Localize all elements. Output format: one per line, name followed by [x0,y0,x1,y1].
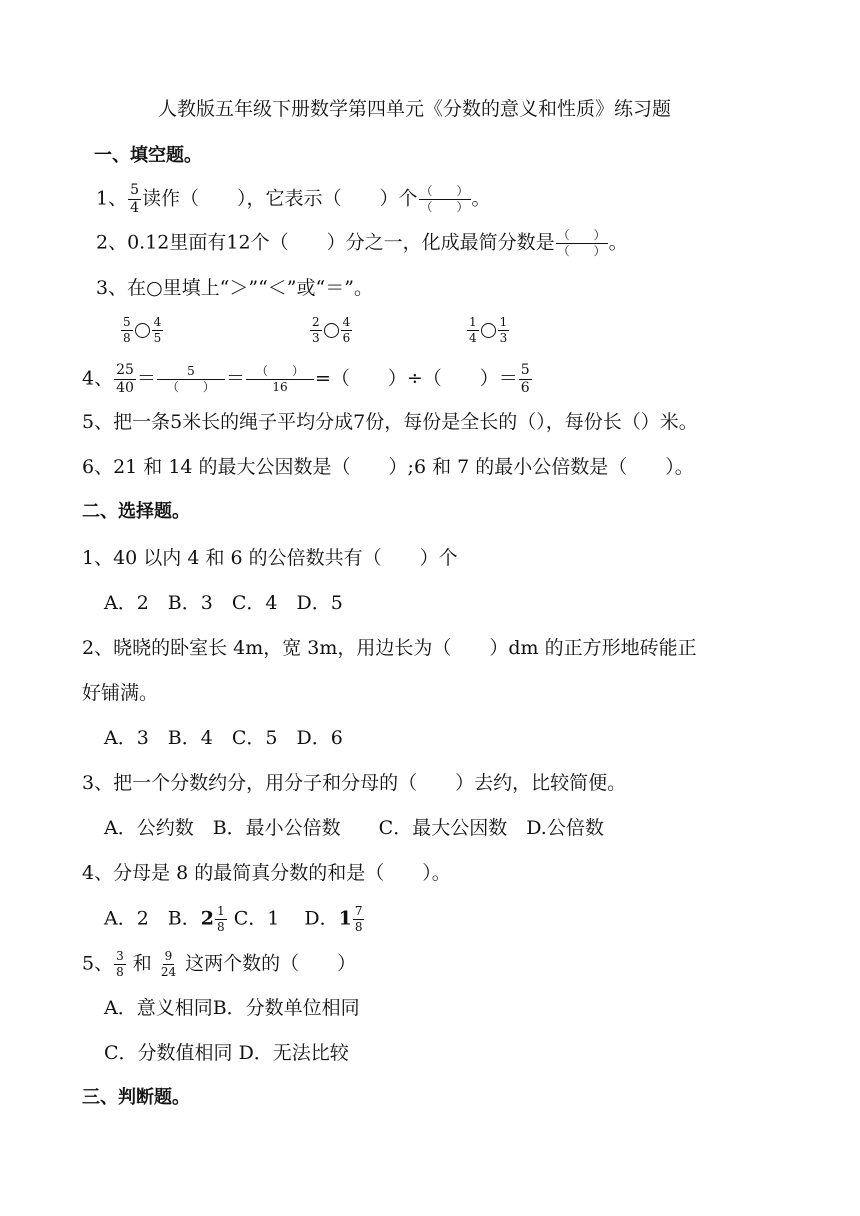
choice-options-2: A．3 B．4 C．5 D．6 [104,727,343,749]
compare-circle [481,323,496,338]
section-choice-heading: 二、选择题。 [82,501,190,522]
fill-question-5: 5、把一条5米长的绳子平均分成7份，每份是全长的（），每份长（）米。 [82,411,698,433]
choice-options-4: A．2 B．2 $\frac{1}{8}$ C．1 D．1 $\frac{7}{8}$ [104,904,363,934]
choice-question-2-line2: 好铺满。 [82,682,159,704]
fill-question-1: 1、 $\frac{5}{4}$ 读作（ ），它表示（ ）个 $\frac{( )}{( )}$ 。 [96,182,491,216]
fill-question-2: 2、0.12里面有12个（ ）分之一，化成最简分数是 $\frac{( )}{( )}$ 。 [96,228,628,258]
choice-question-5: 5、 $\frac{3}{8}$ 和 $\frac{9}{24}$ 这两个数的（ ） [82,949,357,979]
fraction-five-fourths: $\frac{5}{4}$ [130,182,140,216]
compare-circle [324,323,339,338]
section-fill-heading: 一、填空题。 [94,145,202,166]
compare-item-1: $\frac{5}{8}$ $\frac{4}{5}$ [123,315,162,345]
choice-question-2-line1: 2、晓晓的卧室长 4m，宽 3m，用边长为（ ）dm 的正方形地砖能正 [82,637,697,659]
page-title: 人教版五年级下册数学第四单元《分数的意义和性质》练习题 [158,98,672,120]
choice-question-4: 4、分母是 8 的最简真分数的和是（ ）。 [82,862,451,884]
fill-question-3: 3、在○里填上“＞”“＜”或“＝”。 [96,277,373,299]
compare-item-3: $\frac{1}{4}$ $\frac{1}{3}$ [469,315,508,345]
choice-options-1: A．2 B．3 C．4 D．5 [104,592,343,614]
section-judge-heading: 三、判断题。 [82,1087,190,1108]
fill-question-4: 4、 $\frac{25}{40}$ ＝ $\frac{5}{( )}$ ＝ $\frac{( )}{16}$ =（ ）÷（ ）＝ $\frac{5}{6}$ [82,362,530,396]
blank-fraction: $\frac{( )}{( )}$ [420,184,469,214]
blank-fraction: $\frac{( )}{( )}$ [557,228,606,258]
choice-question-1: 1、40 以内 4 和 6 的公倍数共有（ ）个 [82,547,458,569]
choice-options-5-line1: A．意义相同B．分数单位相同 [104,997,360,1019]
compare-circle [135,323,150,338]
compare-item-2: $\frac{2}{3}$ $\frac{4}{6}$ [312,315,351,345]
choice-options-5-line2: C．分数值相同 D．无法比较 [104,1042,349,1064]
choice-options-3: A．公约数 B．最小公倍数 C．最大公因数 D.公倍数 [104,817,604,839]
fill-question-6: 6、21 和 14 的最大公因数是（ ）;6 和 7 的最小公倍数是（ ）。 [82,456,694,478]
choice-question-3: 3、把一个分数约分，用分子和分母的（ ）去约，比较简便。 [82,772,627,794]
